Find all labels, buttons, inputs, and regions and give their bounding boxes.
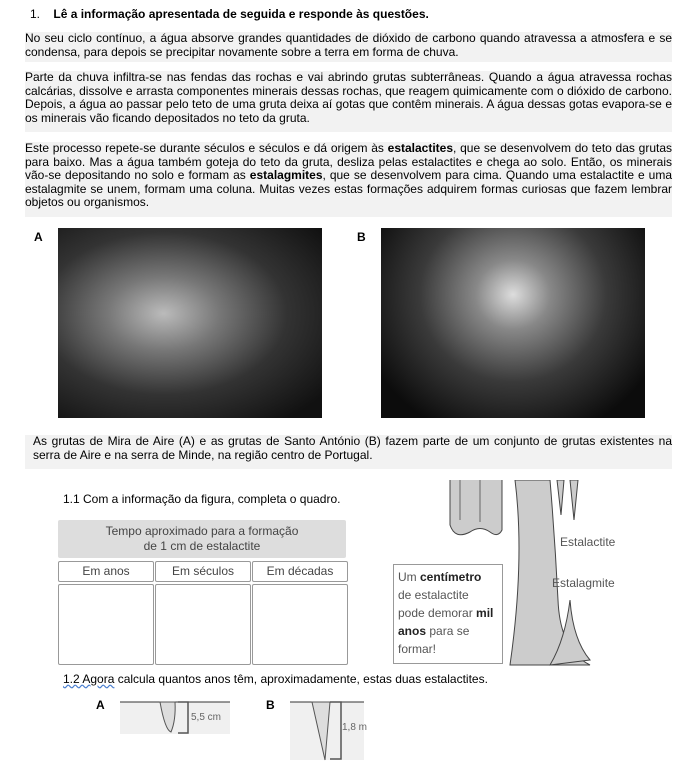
p3-text: , que se desenvolvem para cima. Quando uma estalactite e uma estalagmite se unem, formam uma coluna. Muitas vezes estas formações adquirem formas curiosas que fazem lembrar objetos ou organismos.: [25, 168, 673, 209]
label-estalactite: Estalactite: [560, 535, 616, 549]
info-bold: mil anos: [398, 606, 494, 638]
p3-text: Este processo repete-se durante séculos e séculos e dá origem às: [25, 141, 388, 155]
paragraph-2: Parte da chuva infiltra-se nas fendas das rochas e vai abrindo grutas subterrâneas. Quando a água atravessa rochas calcárias, dissolve e arrasta componentes minerais dessas rochas, que reagem quimicamente com o dióxido de carbono. Depois, a água ao passar pelo teto de uma gruta deixa aí gotas que contêm minerais. A água dessas gotas evapora-se e os minerais vão ficando depositados no teto da gruta.: [25, 71, 672, 132]
photo-cave-mira-de-aire: [58, 228, 322, 418]
info-box: [393, 564, 503, 664]
column-header-anos: Em anos: [58, 561, 154, 582]
answer-cell-anos[interactable]: [58, 584, 154, 665]
question-heading: [30, 8, 429, 22]
question-number: 1.: [30, 7, 41, 21]
q12-text: calcula quantos anos têm, aproximadamente, estas duas estalactites.: [114, 672, 488, 686]
column-header-seculos: Em séculos: [155, 561, 251, 582]
table-header: Tempo aproximado para a formação de 1 cm de estalactite: [58, 520, 346, 558]
term-estalagmites: estalagmites: [249, 168, 323, 182]
answer-cell-seculos[interactable]: [155, 584, 251, 665]
measure-a: 5,5 cm: [191, 712, 222, 723]
paragraph-3: [25, 142, 672, 217]
figure-a-label: A: [96, 698, 105, 712]
q12-label: [63, 673, 488, 687]
term-estalactites: estalactites: [387, 141, 454, 155]
answer-cell-decadas[interactable]: [252, 584, 348, 665]
column-header-decadas: Em décadas: [252, 561, 348, 582]
info-bold: centímetro: [420, 570, 482, 584]
photo-b-label: B: [357, 230, 366, 244]
info-text: Um: [398, 570, 420, 584]
label-estalagmite: Estalagmite: [552, 576, 615, 590]
question-title: Lê a informação apresentada de seguida e responde às questões.: [53, 7, 429, 21]
measure-b: 1,8 m: [342, 722, 368, 733]
info-text: de estalactite pode demorar: [398, 588, 477, 620]
q11-label: 1.1 Com a informação da figura, completa o quadro.: [63, 492, 341, 506]
p3-text: , que se desenvolvem do teto das grutas para baixo. Mas a água também goteja do teto da gruta, desliza pelas estalactites e chega ao solo. Então, os minerais vão-se depositando no solo e formam as: [25, 141, 672, 182]
q12-number: 1.2 Agora: [63, 672, 115, 686]
photo-cave-santo-antonio: [381, 228, 645, 418]
figure-b-label: B: [266, 698, 275, 712]
info-text: para se formar!: [398, 624, 470, 656]
paragraph-1: No seu ciclo contínuo, a água absorve grandes quantidades de dióxido de carbono quando atravessa a atmosfera e se condensa, para depois se precipitar novamente sobre a terra em forma de chuva.: [25, 32, 672, 62]
photo-caption: As grutas de Mira de Aire (A) e as grutas de Santo António (B) fazem parte de um conjunto de grutas existentes na serra de Aire e na serra de Minde, na região centro de Portugal.: [25, 435, 672, 469]
photo-a-label: A: [34, 230, 43, 244]
